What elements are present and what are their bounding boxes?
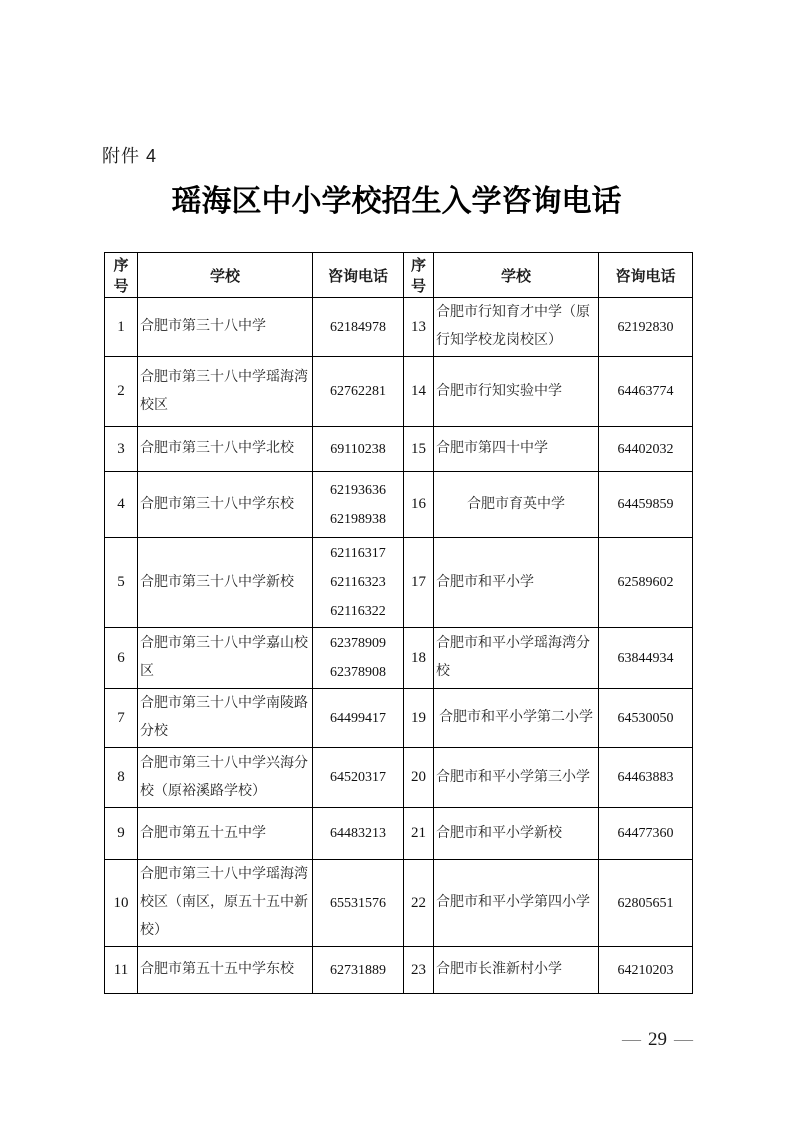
school-cell: 合肥市行知育才中学（原行知学校龙岗校区）: [434, 298, 599, 357]
phone-cell: [313, 808, 404, 860]
footer-page-number: 29: [648, 1029, 667, 1050]
school-cell: 合肥市育英中学: [434, 472, 599, 538]
phone-number: 64499417: [330, 710, 386, 726]
table-row: [105, 427, 693, 472]
phone-cell: [313, 947, 404, 994]
phone-cell: [599, 628, 693, 689]
header-school-right: 学校: [434, 253, 599, 298]
attachment-label: 附件 4: [102, 146, 158, 166]
phone-number: 64463774: [617, 384, 674, 399]
serial-cell: 17: [404, 538, 434, 628]
header-serial-right: 序号: [404, 253, 434, 298]
serial-cell: 1: [105, 298, 138, 357]
school-cell: 合肥市和平小学第三小学: [434, 748, 599, 808]
phone-number: 62193636: [330, 482, 386, 498]
header-school-left: 学校: [138, 253, 313, 298]
phone-number: 62731889: [330, 962, 386, 978]
phone-cell: [599, 472, 693, 538]
phone-cell: [599, 808, 693, 860]
phone-number: 62805651: [617, 895, 674, 911]
school-cell: 合肥市第三十八中学北校: [138, 427, 313, 472]
phone-number: 62378909: [330, 636, 386, 651]
header-phone-left: 咨询电话: [313, 253, 404, 298]
serial-cell: 8: [105, 748, 138, 808]
serial-cell: 9: [105, 808, 138, 860]
phone-number: 62192830: [617, 319, 674, 335]
table-row: [105, 689, 693, 748]
phone-number: 62378908: [330, 665, 386, 680]
school-cell: 合肥市行知实验中学: [434, 357, 599, 427]
school-cell: 合肥市和平小学新校: [434, 808, 599, 860]
footer-dash-left: —: [622, 1029, 641, 1050]
serial-cell: 21: [404, 808, 434, 860]
phone-cell: [599, 298, 693, 357]
phone-cell: [599, 860, 693, 947]
page-title: 瑶海区中小学校招生入学咨询电话: [171, 185, 622, 218]
phone-number: 65531576: [330, 895, 386, 911]
phone-number: 64477360: [617, 826, 674, 841]
school-cell: 合肥市第三十八中学: [138, 298, 313, 357]
table-row: [105, 538, 693, 628]
serial-cell: 10: [105, 860, 138, 947]
phone-number: 64463883: [617, 770, 674, 785]
serial-cell: 22: [404, 860, 434, 947]
school-cell: 合肥市第三十八中学南陵路分校: [138, 689, 313, 748]
table-row: [105, 472, 693, 538]
serial-cell: 6: [105, 628, 138, 689]
serial-cell: 13: [404, 298, 434, 357]
phone-cell: [599, 538, 693, 628]
phone-number: 62116323: [330, 575, 386, 590]
school-cell: 合肥市和平小学第二小学: [434, 689, 599, 748]
header-serial-left: 序号: [105, 253, 138, 298]
phone-number: 62589602: [617, 575, 674, 590]
school-cell: 合肥市第三十八中学东校: [138, 472, 313, 538]
serial-cell: 7: [105, 689, 138, 748]
serial-cell: 14: [404, 357, 434, 427]
phone-cell: [599, 427, 693, 472]
school-cell: 合肥市长淮新村小学: [434, 947, 599, 994]
phone-number: 69110238: [330, 441, 386, 457]
phone-cell: [313, 472, 404, 538]
phone-number: 62116317: [330, 546, 386, 561]
phone-number: 64530050: [617, 710, 674, 726]
phone-cell: [313, 689, 404, 748]
phone-cell: [313, 748, 404, 808]
phone-number: 62198938: [330, 511, 386, 527]
school-cell: 合肥市第三十八中学新校: [138, 538, 313, 628]
serial-cell: 20: [404, 748, 434, 808]
serial-cell: 5: [105, 538, 138, 628]
phone-cell: [599, 748, 693, 808]
table-row: [105, 860, 693, 947]
phone-cell: [313, 628, 404, 689]
phone-cell: [313, 357, 404, 427]
serial-cell: 2: [105, 357, 138, 427]
table-row: [105, 808, 693, 860]
serial-cell: 15: [404, 427, 434, 472]
serial-cell: 18: [404, 628, 434, 689]
phone-cell: [599, 689, 693, 748]
table-row: [105, 357, 693, 427]
phone-cell: [313, 427, 404, 472]
phone-cell: [313, 538, 404, 628]
school-cell: 合肥市第三十八中学嘉山校区: [138, 628, 313, 689]
table-row: [105, 298, 693, 357]
phone-number: 64402032: [617, 441, 674, 457]
table-header-row: [105, 253, 693, 298]
phone-number: 64459859: [617, 497, 674, 512]
phone-cell: [313, 298, 404, 357]
school-cell: 合肥市和平小学: [434, 538, 599, 628]
serial-cell: 3: [105, 427, 138, 472]
phone-number: 64210203: [617, 962, 674, 978]
phone-number: 62184978: [330, 319, 386, 335]
table-row: [105, 947, 693, 994]
school-cell: 合肥市第三十八中学瑶海湾校区: [138, 357, 313, 427]
page-number: [622, 1029, 693, 1051]
school-cell: 合肥市第五十五中学: [138, 808, 313, 860]
phone-number: 63844934: [617, 650, 674, 666]
phone-cell: [599, 357, 693, 427]
header-phone-right: 咨询电话: [599, 253, 693, 298]
school-cell: 合肥市第五十五中学东校: [138, 947, 313, 994]
school-phone-table: [104, 252, 693, 994]
phone-number: 64520317: [330, 770, 386, 785]
phone-cell: [313, 860, 404, 947]
school-cell: 合肥市和平小学瑶海湾分校: [434, 628, 599, 689]
serial-cell: 4: [105, 472, 138, 538]
footer-dash-right: —: [674, 1029, 693, 1050]
phone-number: 62762281: [330, 384, 386, 399]
school-cell: 合肥市第三十八中学瑶海湾校区（南区，原五十五中新校）: [138, 860, 313, 947]
phone-cell: [599, 947, 693, 994]
phone-number: 62116322: [330, 604, 386, 619]
table-row: [105, 748, 693, 808]
phone-number: 64483213: [330, 826, 386, 841]
school-cell: 合肥市和平小学第四小学: [434, 860, 599, 947]
serial-cell: 16: [404, 472, 434, 538]
school-cell: 合肥市第三十八中学兴海分校（原裕溪路学校）: [138, 748, 313, 808]
serial-cell: 11: [105, 947, 138, 994]
school-cell: 合肥市第四十中学: [434, 427, 599, 472]
serial-cell: 23: [404, 947, 434, 994]
serial-cell: 19: [404, 689, 434, 748]
table-row: [105, 628, 693, 689]
